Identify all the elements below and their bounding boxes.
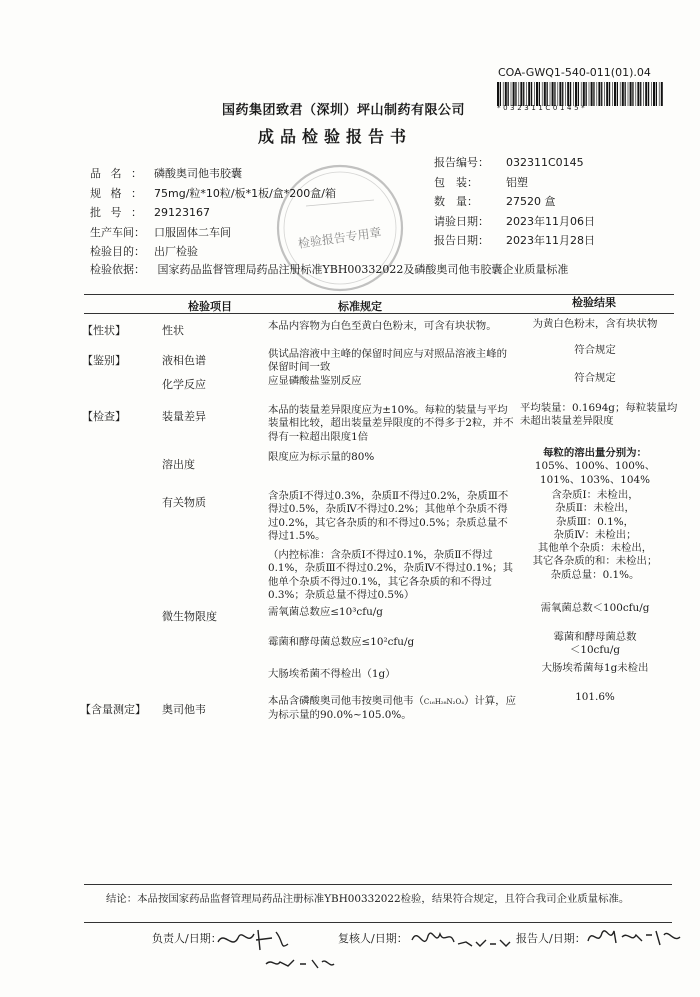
- document-code: COA-GWQ1-540-011(01).04: [498, 66, 651, 79]
- barcode-bar: [503, 82, 504, 106]
- barcode-bar: [559, 82, 561, 106]
- conclusion-text: 本品按国家药品监督管理局药品注册标准YBH00332022检验，结果符合规定，且符合我司企业质量标准。: [137, 893, 630, 905]
- barcode-bar: [636, 82, 637, 106]
- barcode-bar: [640, 82, 641, 106]
- info-left-label: 品名：: [90, 167, 142, 180]
- category-inspection: 【检查】: [82, 410, 126, 423]
- barcode-bar: [628, 82, 629, 106]
- barcode-bar: [570, 82, 571, 106]
- document-title: 成品检验报告书: [258, 127, 413, 146]
- basis-label: 检验依据：: [90, 263, 145, 276]
- result-assay: 101.6%: [575, 691, 615, 703]
- barcode-bar: [581, 82, 582, 106]
- item-chemical-reaction: 化学反应: [162, 378, 206, 391]
- item-fill-weight: 装量差异: [162, 410, 206, 423]
- barcode-bar: [637, 82, 639, 106]
- info-right-label: 数 量：: [434, 195, 478, 208]
- standard-assay: [268, 695, 516, 723]
- info-left-value: 磷酸奥司他韦胶囊: [154, 167, 242, 180]
- dissolution-value-line: 101%、103%、104%: [540, 473, 650, 486]
- barcode-bar: [601, 82, 602, 106]
- barcode-bar: [513, 82, 515, 106]
- sig-responsible-label: 负责人/日期：: [152, 932, 222, 945]
- barcode-bar: [653, 82, 655, 106]
- barcode-bar: [567, 82, 569, 106]
- barcode-bar: [511, 82, 512, 106]
- barcode-bar: [597, 82, 598, 106]
- barcode-bar: [523, 82, 524, 106]
- barcode-bar: [508, 82, 509, 106]
- basis-value: 国家药品监督管理局药品注册标准YBH00332022及磷酸奥司他韦胶囊企业质量标准: [157, 263, 569, 276]
- barcode-bar: [630, 82, 632, 106]
- standard-hplc: 供试品溶液中主峰的保留时间应与对照品溶液主峰的保留时间一致: [268, 348, 507, 374]
- info-left-label: 规格：: [90, 186, 142, 200]
- seal-text: 检验报告专用章: [297, 225, 383, 251]
- barcode-bar: [622, 82, 624, 106]
- standard-assay-formula: C₁₆H₂₈N₂O₄: [423, 698, 465, 706]
- info-left-label: 生产车间：: [90, 225, 145, 239]
- barcode-bar: [593, 82, 594, 106]
- barcode-bar: [632, 82, 633, 106]
- info-left-row: [90, 187, 336, 200]
- barcode-bar: [526, 82, 527, 106]
- result-dissolution-values: [512, 460, 678, 487]
- barcode-bar: [520, 82, 522, 106]
- barcode-bar: [578, 82, 579, 106]
- barcode-bar: [612, 82, 613, 106]
- result-hplc: 符合规定: [574, 344, 616, 356]
- barcode-bar: [565, 82, 566, 106]
- standard-related-substances: 含杂质Ⅰ不得过0.3%，杂质Ⅱ不得过0.2%，杂质Ⅲ不得过0.5%，杂质Ⅳ不得过0.2%；其他单个杂质不得过0.2%，其它各杂质的和不得过0.5%；杂质总量不得过1.5%。: [268, 490, 509, 542]
- barcode-bar: [547, 82, 548, 106]
- mold-yeast-line: ＜10cfu/g: [569, 644, 621, 657]
- result-related-substances: [512, 489, 678, 582]
- info-left-value: 出厂检验: [154, 245, 198, 258]
- barcode-bar: [586, 82, 587, 106]
- standard-dissolution: 限度应为标示量的80%: [268, 451, 375, 463]
- conclusion-rule: [84, 922, 672, 923]
- barcode-bar: [539, 82, 540, 106]
- barcode-bar: [617, 82, 618, 106]
- info-right-value: 2023年11月06日: [506, 214, 595, 228]
- inspection-basis: [90, 263, 568, 276]
- barcode-bar: [625, 82, 626, 106]
- signature-responsible: [214, 920, 344, 982]
- item-related-substances: 有关物质: [162, 496, 206, 509]
- standard-related-substances-internal: （内控标准：含杂质Ⅰ不得过0.1%，杂质Ⅱ不得过0.1%，杂质Ⅲ不得过0.2%，杂质Ⅳ不得过0.1%；其他单个杂质不得过0.1%，其它各杂质的和不得过0.3%；杂质总量不得过0.5%）: [268, 549, 514, 601]
- sig-reporter-label: 报告人/日期：: [516, 932, 586, 945]
- barcode-bar: [645, 82, 647, 106]
- barcode-bar: [643, 82, 644, 106]
- related-substance-line: 其它各杂质的和：未检出；: [532, 555, 658, 568]
- barcode-bar: [609, 82, 610, 106]
- barcode-bar: [598, 82, 600, 106]
- item-appearance: 性状: [162, 324, 184, 337]
- barcode-bar: [519, 82, 520, 106]
- barcode-bar: [544, 82, 546, 106]
- related-substance-line: 含杂质Ⅰ：未检出，: [551, 489, 639, 501]
- mold-yeast-line: 霉菌和酵母菌总数: [553, 631, 637, 643]
- result-aerobic: 需氧菌总数＜100cfu/g: [540, 602, 650, 614]
- info-left-label: 检验目的：: [90, 245, 145, 258]
- barcode-bar: [562, 82, 563, 106]
- item-dissolution: 溶出度: [162, 458, 195, 471]
- info-right-row: [434, 156, 584, 169]
- barcode-bar: [542, 82, 543, 106]
- standard-assay-post: ）计算，应为标示量的90.0%~105.0%。: [268, 695, 516, 722]
- barcode-bar: [550, 82, 551, 106]
- barcode-bar: [656, 82, 657, 106]
- info-left-value: 29123167: [154, 206, 210, 219]
- barcode-bar: [500, 82, 501, 106]
- info-left-value: 口服固体二车间: [154, 225, 231, 239]
- barcode-bar: [659, 82, 660, 106]
- dissolution-value-line: 105%、100%、100%、: [534, 460, 656, 473]
- barcode-bar: [661, 82, 663, 106]
- barcode-bar: [554, 82, 555, 106]
- table-header-rule: [84, 313, 674, 314]
- info-right-row: [434, 195, 556, 208]
- sig-reviewer-label: 复核人/日期：: [338, 932, 408, 945]
- barcode-bar: [651, 82, 652, 106]
- barcode-number: *032311C0145*: [497, 104, 588, 112]
- header-item: 检验项目: [188, 300, 232, 313]
- standard-ecoli: 大肠埃希菌不得检出（1g）: [268, 668, 396, 680]
- barcode-bar: [648, 82, 649, 106]
- related-substance-line: 杂质Ⅳ：未检出；: [553, 528, 637, 541]
- info-right-row: [434, 234, 595, 247]
- info-left-label: 批号：: [90, 206, 142, 219]
- related-substance-line: 杂质总量：0.1%。: [550, 568, 640, 581]
- item-hplc: 液相色谱: [162, 354, 206, 367]
- standard-fill-weight: 本品的装量差异限度应为±10%。每粒的装量与平均装量相比较，超出装量差异限度的不得多于2粒，并不得有一粒超出限度1倍: [268, 404, 514, 443]
- info-right-label: 报告编号：: [434, 156, 489, 169]
- header-result: 检验结果: [572, 296, 616, 309]
- barcode-bar: [558, 82, 559, 106]
- barcode-bar: [515, 82, 516, 106]
- barcode-bar: [614, 82, 616, 106]
- related-substance-line: 其他单个杂质：未检出，: [537, 542, 653, 555]
- category-assay: 【含量测定】: [80, 703, 146, 716]
- barcode-bar: [573, 82, 574, 106]
- info-right-row: [434, 215, 595, 228]
- company-name: 国药集团致君（深圳）坪山制药有限公司: [222, 103, 466, 118]
- barcode-bar: [497, 82, 499, 106]
- barcode-bar: [552, 82, 554, 106]
- info-left-row: [90, 245, 198, 258]
- barcode-bar: [583, 82, 585, 106]
- info-right-label: 报告日期：: [434, 234, 489, 247]
- info-left-value: 75mg/粒*10粒/板*1板/盒*200盒/箱: [154, 186, 337, 200]
- info-right-value: 27520 盒: [506, 195, 556, 208]
- result-ecoli: 大肠埃希菌每1g未检出: [541, 662, 649, 674]
- info-right-label: 包 装：: [434, 175, 478, 189]
- barcode-bar: [531, 82, 532, 106]
- info-right-value: 2023年11月28日: [506, 234, 595, 247]
- barcode-bar: [575, 82, 577, 106]
- signature-reporter: [586, 921, 686, 955]
- result-fill-weight: 平均装量：0.1694g；每粒装量均未超出装量差异限度: [520, 402, 678, 428]
- info-left-row: [90, 226, 231, 239]
- standard-mold-yeast: 霉菌和酵母菌总数应≤10²cfu/g: [268, 636, 415, 648]
- result-chemical-reaction: 符合规定: [574, 372, 616, 384]
- signature-reviewer: [410, 922, 514, 962]
- barcode-bar: [591, 82, 593, 106]
- conclusion-label: 结论：: [106, 893, 138, 905]
- barcode: [497, 82, 663, 106]
- barcode-bar: [620, 82, 621, 106]
- category-appearance: 【性状】: [82, 324, 126, 337]
- info-right-value: 铝塑: [506, 175, 528, 189]
- standard-chemical-reaction: 应显磷酸盐鉴别反应: [268, 375, 362, 387]
- barcode-bar: [505, 82, 507, 106]
- bottom-rule: [84, 884, 672, 885]
- result-mold-yeast: [512, 631, 678, 658]
- standard-assay-pre: 本品含磷酸奥司他韦按奥司他韦（: [268, 695, 424, 707]
- info-left-row: [90, 167, 242, 180]
- standard-aerobic: 需氧菌总数应≤10³cfu/g: [268, 606, 383, 618]
- info-right-value: 032311C0145: [506, 156, 584, 169]
- result-dissolution: [512, 447, 678, 487]
- conclusion: [106, 893, 676, 906]
- category-identification: 【鉴别】: [82, 354, 126, 367]
- standard-appearance: 本品内容物为白色至黄白色粉末，可含有块状物。: [268, 320, 497, 332]
- barcode-bar: [536, 82, 538, 106]
- barcode-bar: [534, 82, 535, 106]
- result-dissolution-title: 每粒的溶出量分别为：: [543, 447, 647, 459]
- info-right-label: 请验日期：: [434, 214, 489, 228]
- info-left-row: [90, 206, 210, 219]
- item-microbial-limit: 微生物限度: [162, 610, 217, 623]
- barcode-bar: [528, 82, 530, 106]
- barcode-bar: [589, 82, 590, 106]
- barcode-bar: [604, 82, 605, 106]
- info-right-row: [434, 176, 528, 189]
- header-standard: 标准规定: [338, 300, 382, 313]
- result-appearance: 为黄白色粉末，含有块状物: [532, 318, 658, 330]
- related-substance-line: 杂质Ⅲ：0.1%，: [556, 515, 634, 528]
- item-oseltamivir: 奥司他韦: [162, 703, 206, 716]
- barcode-bar: [606, 82, 608, 106]
- related-substance-line: 杂质Ⅱ：未检出，: [555, 502, 635, 515]
